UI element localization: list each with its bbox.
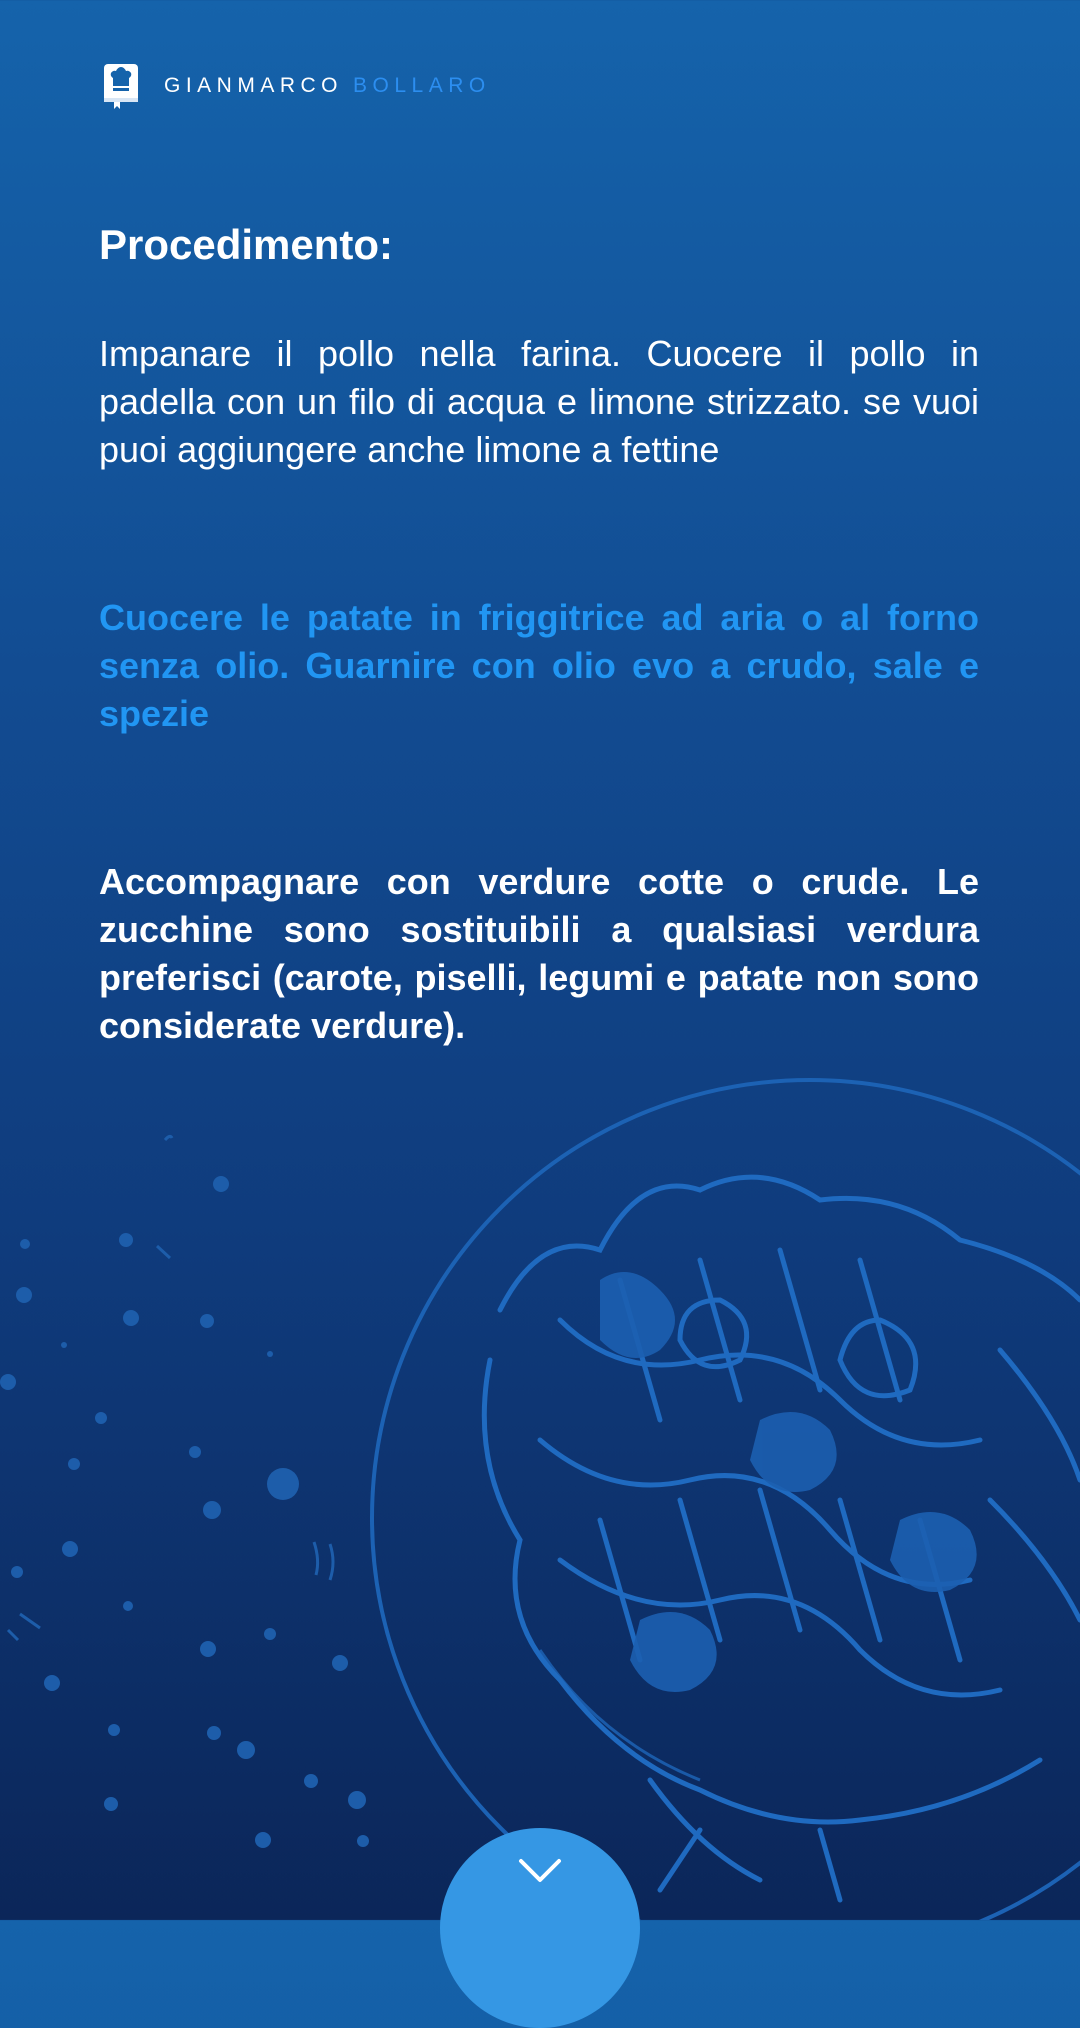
brand-first-name: GIANMARCO — [164, 74, 344, 97]
chef-hat-book-icon[interactable] — [100, 62, 142, 110]
brand-name[interactable] — [164, 74, 491, 98]
site-header — [100, 62, 491, 110]
step-paragraph-vegetables: Accompagnare con verdure cotte o crude. Le zucchine sono sostituibili a qualsiasi verdura preferisci (carote, piselli, legumi e patate non sono considerate verdure). — [99, 861, 979, 1047]
step-paragraph-potatoes: Cuocere le patate in friggitrice ad aria o al forno senza olio. Guarnire con olio evo a crudo, sale e spezie — [99, 597, 979, 735]
brand-last-name: BOLLARO — [353, 74, 491, 97]
chevron-down-icon — [518, 1858, 562, 1884]
step-paragraph-chicken: Impanare il pollo nella farina. Cuocere il pollo in padella con un filo di acqua e limone strizzato. se vuoi puoi aggiungere anche limone a fettine — [99, 333, 979, 471]
recipe-procedure — [99, 220, 979, 1050]
scroll-down-button[interactable] — [440, 1828, 640, 2028]
page-title: Procedimento: — [99, 221, 394, 268]
